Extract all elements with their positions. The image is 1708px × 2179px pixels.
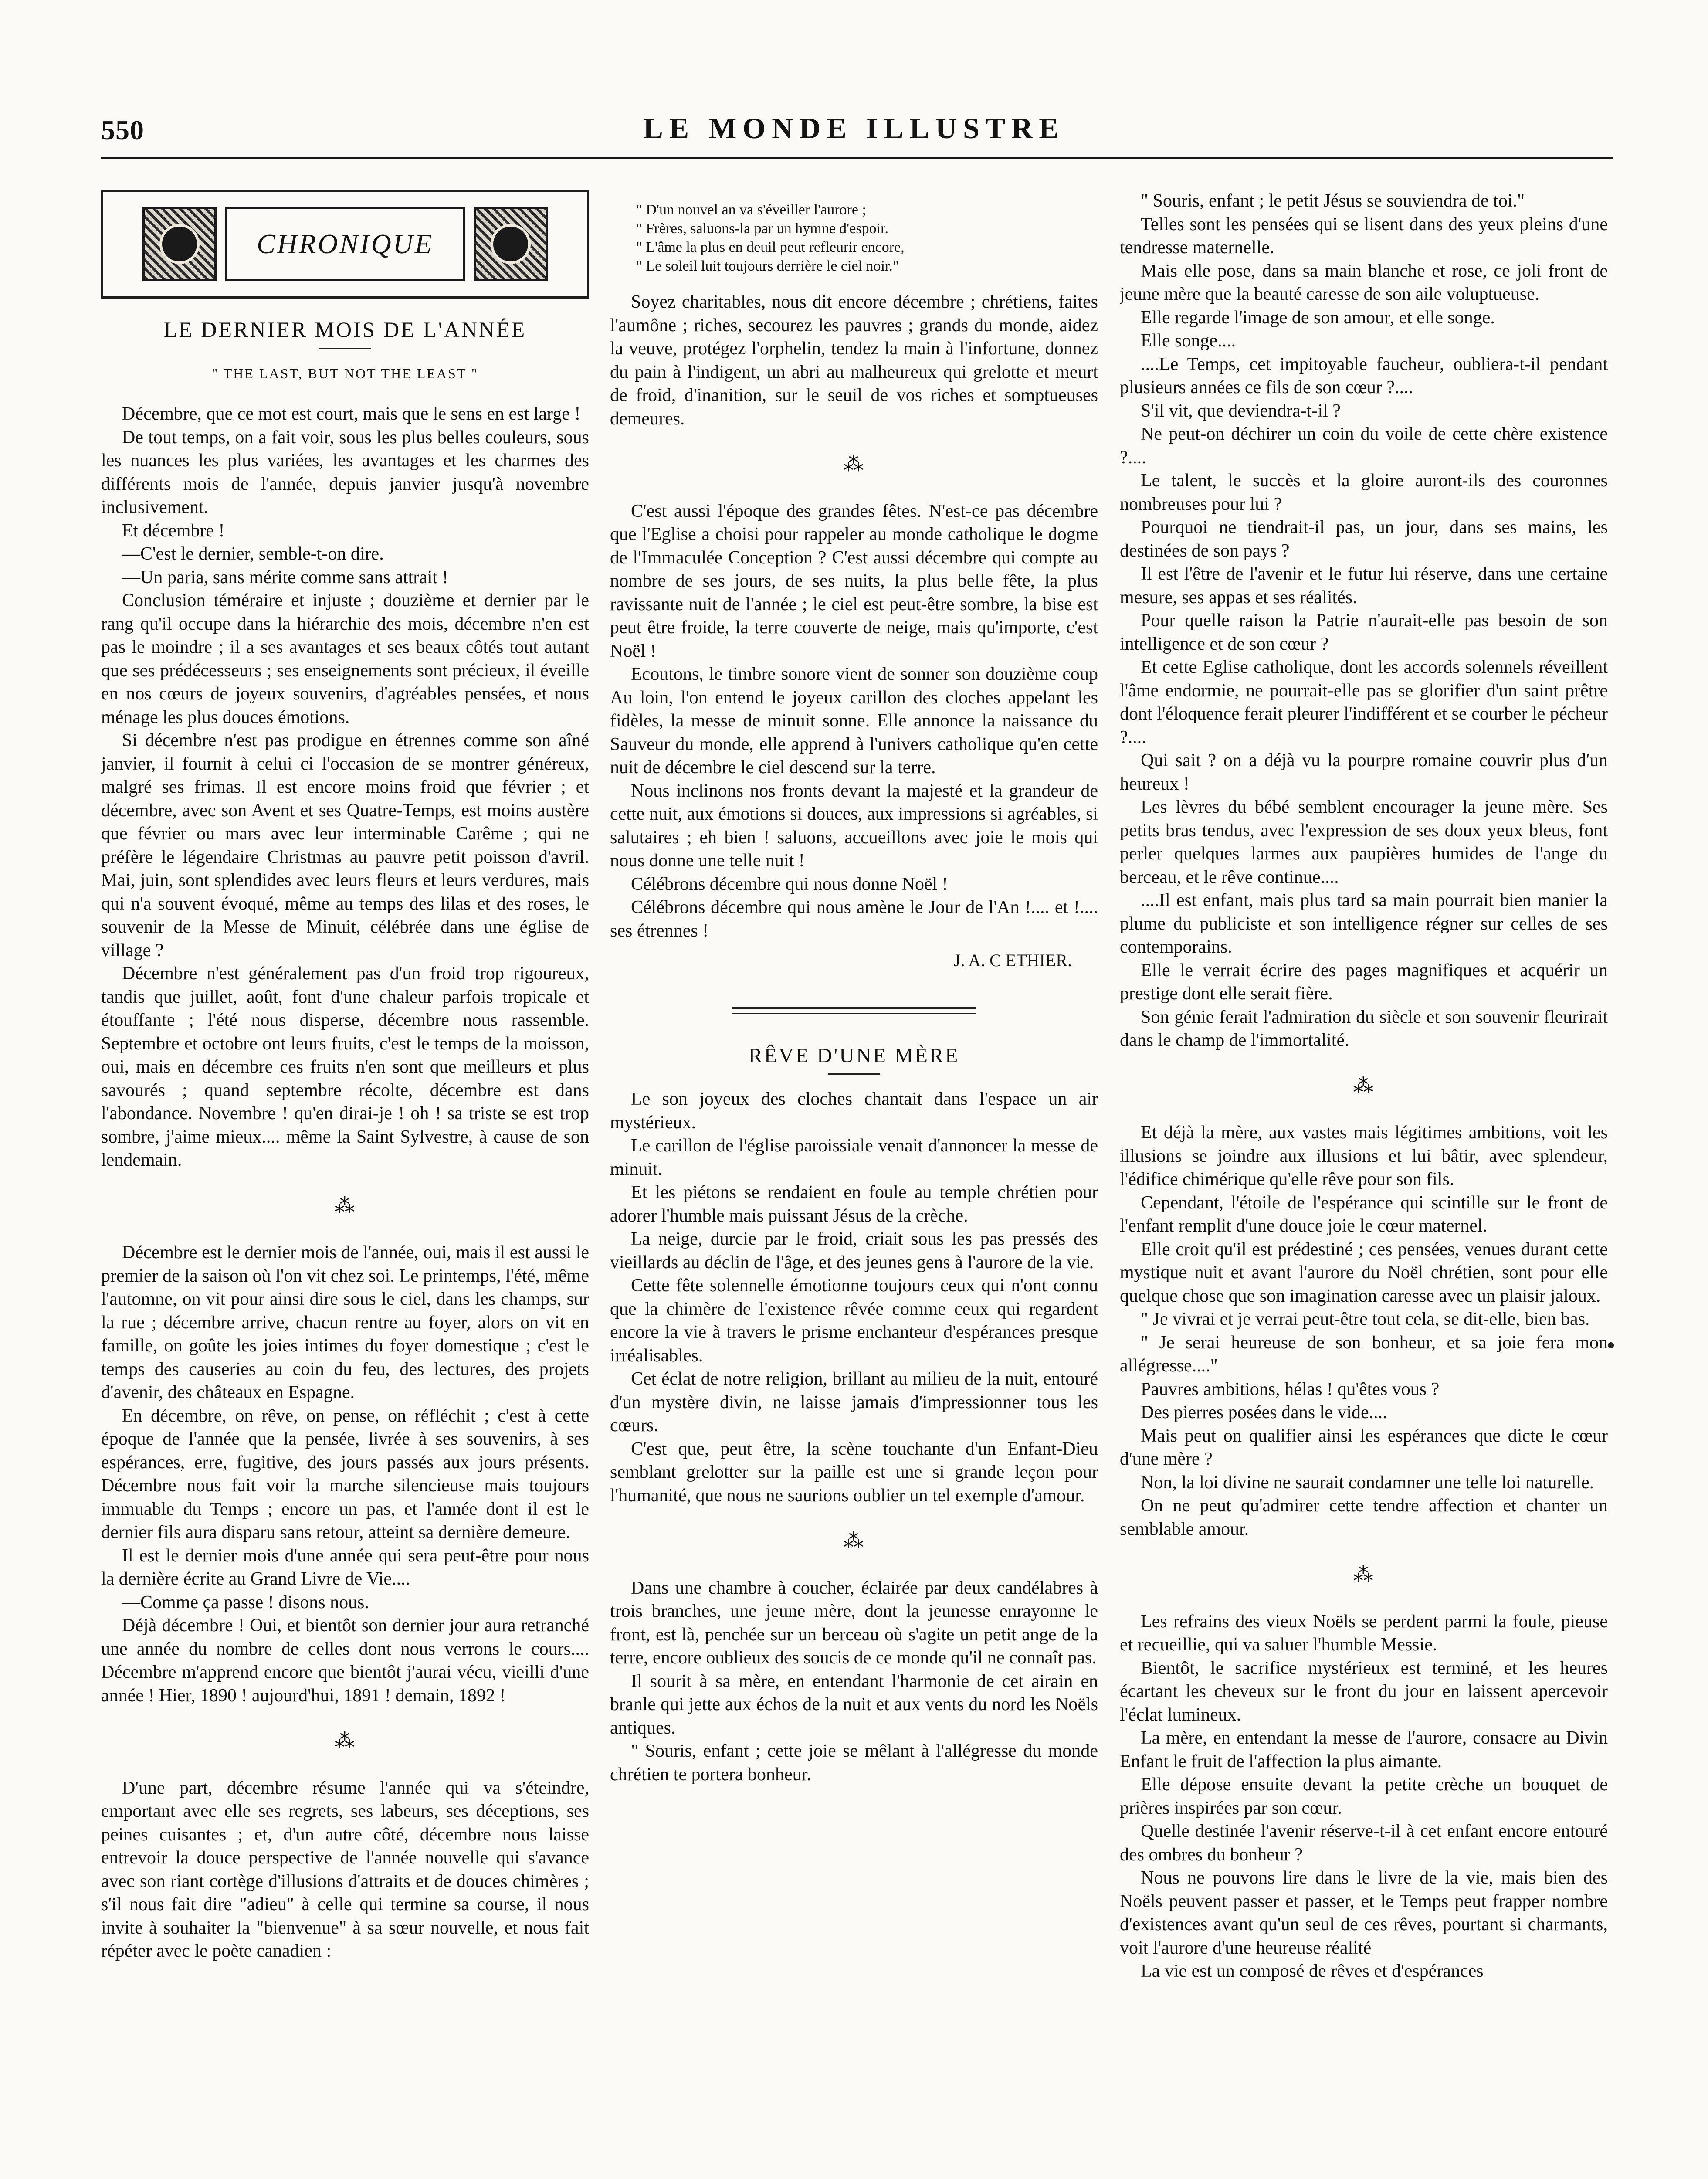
paragraph: ....Le Temps, cet impitoyable faucheur, oubliera-t-il pendant plusieurs années ce fils de son cœur ?.... [1120,354,1608,397]
chronique-paragraphs-a [101,403,589,1172]
reve-paragraphs-b [610,1577,1098,1787]
paragraph: Telles sont les pensées qui se lisent dans des yeux pleins d'une tendresse maternelle. [1120,214,1608,258]
reve-paragraphs-d [1120,1610,1608,1983]
article-title: LE DERNIER MOIS DE L'ANNÉE [163,317,527,342]
paragraph: La neige, durcie par le froid, criait sous les pas pressés des vieillards au déclin de l'âge, et des jeunes gens à l'aurore de la vie. [610,1229,1098,1273]
paragraph: Il est l'être de l'avenir et le futur lui réserve, dans une certaine mesure, ses appas et ses réalités. [1120,564,1608,608]
chronique-paragraphs-b [101,1241,589,1707]
paragraph: Nous inclinons nos fronts devant la majesté et la grandeur de cette nuit, aux émotions si douces, aux impressions si agréables, si salutaires ; eh bien ! saluons, accueillons avec joie le mois qui nous donne une telle nuit ! [610,781,1098,871]
paragraph: —Un paria, sans mérite comme sans attrait ! [122,567,448,587]
paragraph: Et décembre ! [122,520,225,541]
paragraph: Pour quelle raison la Patrie n'aurait-elle pas besoin de son intelligence et de son cœur ? [1120,611,1608,654]
chronique-banner [101,190,589,299]
paragraph: Décembre, que ce mot est court, mais que le sens en est large ! [122,404,581,424]
ornament-right-icon [474,207,548,281]
poem-line: " Le soleil luit toujours derrière le ciel noir." [636,258,899,274]
chronique-label: CHRONIQUE [225,207,465,281]
paragraph: —Comme ça passe ! disons nous. [122,1592,369,1612]
paragraph: Quelle destinée l'avenir réserve-t-il à cet enfant encore entouré des ombres du bonheur ? [1120,1821,1608,1865]
reve-paragraphs-a [610,1088,1098,1507]
paragraph: Ne peut-on déchirer un coin du voile de cette chère existence ?.... [1120,424,1608,468]
paragraph: S'il vit, que deviendra-t-il ? [1141,401,1341,421]
asterism: ⁂ [335,1194,356,1217]
reve-paragraphs-b-cont [1120,190,1608,1052]
chronique-paragraphs-e [610,500,1098,943]
chronique-paragraphs-c [101,1777,589,1963]
paragraph: Elle regarde l'image de son amour, et elle songe. [1141,307,1495,328]
signature: J. A. C ETHIER. [953,950,1072,970]
paragraph: Nous ne pouvons lire dans le livre de la vie, mais bien des Noëls peuvent passer et passer, et le Temps peut frapper nombre d'existences avant qu'un seul de ces rêves, pourtant si charmants, voit l'aurore d'une heureuse réalité [1120,1868,1608,1958]
paragraph: Ecoutons, le timbre sonore vient de sonner son douzième coup Au loin, l'on entend le joyeux carillon des cloches appelant les fidèles, la messe de minuit sonne. Elle annonce la naissance du Sauveur du monde, elle apprend à l'univers catholique qu'en cette nuit de décembre le ciel descend sur la terre. [610,664,1098,777]
margin-dot [1608,1342,1614,1348]
column-3 [1120,190,1608,2179]
paragraph: Et les piétons se rendaient en foule au temple chrétien pour adorer l'humble mais puissant Jésus de la crèche. [610,1182,1098,1226]
paragraph: Il est le dernier mois d'une année qui sera peut-être pour nous la dernière écrite au Grand Livre de Vie.... [101,1545,589,1589]
paragraph: Il sourit à sa mère, en entendant l'harmonie de cet airain en branle qui jette aux échos de la nuit et aux vents du nord les Noëls antiques. [610,1671,1098,1738]
paragraph: Pourquoi ne tiendrait-il pas, un jour, dans ses mains, les destinées de son pays ? [1120,517,1608,561]
reve-paragraphs-c [1120,1121,1608,1541]
paragraph: " Je serai heureuse de son bonheur, et sa joie fera mon allégresse...." [1120,1332,1608,1376]
paragraph: La mère, en entendant la messe de l'aurore, consacre au Divin Enfant le fruit de l'affection la plus aimante. [1120,1728,1608,1772]
page-number: 550 [101,115,144,146]
title-rule [828,1073,880,1075]
column-2 [610,190,1098,2179]
paragraph: Les refrains des vieux Noëls se perdent parmi la foule, pieuse et recueillie, qui va saluer l'humble Messie. [1120,1611,1608,1655]
paragraph: Et déjà la mère, aux vastes mais légitimes ambitions, voit les illusions se joindre aux illusions et lui bâtir, avec splendeur, l'édifice chimérique qu'elle rêve pour son fils. [1120,1123,1608,1189]
asterism: ⁂ [1353,1563,1374,1585]
paragraph: ....Il est enfant, mais plus tard sa main pourrait bien manier la plume du publiciste et son intelligence régner sur celles de ses contemporains. [1120,890,1608,957]
paragraph: Déjà décembre ! Oui, et bientôt son dernier jour aura retranché une année du nombre de celles dont nous verrons le cours.... Décembre m'apprend encore que bientôt j'aurai vécu, vieilli d'une année ! Hier, 1890 ! aujourd'hui, 1891 ! demain, 1892 ! [101,1616,589,1706]
paragraph: Mais elle pose, dans sa main blanche et rose, ce joli front de jeune mère que la beauté caresse de son aile voluptueuse. [1120,261,1608,304]
paragraph: Cet éclat de notre religion, brillant au milieu de la nuit, entouré d'un mystère divin, ne laisse jamais d'impressionner tous les cœurs. [610,1369,1098,1436]
header-rule [101,157,1613,159]
paragraph: D'une part, décembre résume l'année qui va s'éteindre, emportant avec elle ses regrets, ses labeurs, ses déceptions, ses peines cuisantes ; et, d'un autre côté, décembre nous laisse entrevoir la douce perspective de l'année nouvelle qui s'avance avec son riant cortège d'illusions d'attraits et de douces chimères ; s'il nous fait dire "adieu" à celle qui termine sa course, il nous invite à souhaiter la "bienvenue" à sa sœur nouvelle, et nous fait répéter avec le poète canadien : [101,1778,589,1961]
paragraph: " Je vivrai et je verrai peut-être tout cela, se dit-elle, bien bas. [1141,1309,1590,1329]
paragraph: —C'est le dernier, semble-t-on dire. [122,544,384,564]
asterism: ⁂ [844,1530,864,1552]
paragraph: Décembre n'est généralement pas d'un froid trop rigoureux, tandis que juillet, août, font d'une chaleur parfois tropicale et étouffante ; l'été nous disperse, décembre nous rassemble. Septembre et octobre ont leurs fruits, c'est le temps de la moisson, oui, mais en décembre ces fruits n'en sont que meilleurs et plus savourés ; quand septembre récolte, décembre est dans l'abondance. Novembre ! qu'en dirai-je ! oh ! sa triste se est trop sombre, j'aime mieux.... même la Saint Sylvestre, à cause de son lendemain. [101,964,589,1170]
paragraph: Elle songe.... [1141,331,1236,351]
paragraph: Bientôt, le sacrifice mystérieux est terminé, et les heures écartant les cheveux sur le front du jour en laissent apercevoir l'éclat lumineux. [1120,1658,1608,1725]
paragraph: De tout temps, on a fait voir, sous les plus belles couleurs, sous les nuances les plus variées, les avantages et les charmes des différents mois de l'année, depuis janvier jusqu'à novembre inclusivement. [101,427,589,517]
paragraph: Dans une chambre à coucher, éclairée par deux candélabres à trois branches, une jeune mère, dont la jeunesse enrayonne le front, est là, penchée sur un berceau où s'agite un petit ange de la terre, encore oublieux des soucis de ce monde qu'il ne connaît pas. [610,1578,1098,1668]
paragraph: On ne peut qu'admirer cette tendre affection et chanter un semblable amour. [1120,1496,1608,1539]
paragraph: Soyez charitables, nous dit encore décembre ; chrétiens, faites l'aumône ; riches, secourez les pauvres ; grands du monde, aidez la veuve, protégez l'orphelin, tendez la main à l'infortune, donnez du pain à l'indigent, un abri au malheureux qui grelotte et meurt de froid, d'inanition, sur le seuil de vos riches et somptueuses demeures. [610,292,1098,429]
paragraph: Et cette Eglise catholique, dont les accords solennels réveillent l'âme endormie, ne pourrait-elle pas se glorifier d'un saint prêtre dont l'éloquence ferait pleurer l'indifférent et se courber le pécheur ?.... [1120,657,1608,747]
paragraph: Si décembre n'est pas prodigue en étrennes comme son aîné janvier, il fournit à celui ci l'occasion de se montrer généreux, malgré ses frimas. Il est encore moins froid que février ; et décembre, avec son Avent et ses Quatre-Temps, est moins austère que février ou mars avec leur interminable Carême ; qui ne préfère le légendaire Christmas au pauvre petit poisson d'avril. Mai, juin, sont splendides avec leurs fleurs et leurs verdures, mais qui n'a souvent évoqué, même au temps des lilas et des roses, le souvenir de la Messe de Minuit, célébrée dans une église de village ? [101,730,589,961]
epigraph: " THE LAST, BUT NOT THE LEAST " [212,365,478,381]
paragraph: Son génie ferait l'admiration du siècle et son souvenir fleurirait dans le champ de l'immortalité. [1120,1007,1608,1050]
asterism: ⁂ [1353,1074,1374,1097]
poem-line: " Frères, saluons-la par un hymne d'espoir. [636,221,888,237]
paragraph: Le son joyeux des cloches chantait dans l'espace un air mystérieux. [610,1089,1098,1133]
paragraph: La vie est un composé de rêves et d'espérances [1141,1961,1484,1981]
paragraph: Décembre est le dernier mois de l'année, oui, mais il est aussi le premier de la saison où l'on vit chez soi. Le printemps, l'été, même l'automne, on vit pour ainsi dire sous le ciel, dans les champs, sur la rue ; décembre arrive, chacun rentre au foyer, alors on vit en famille, on goûte les joies intimes du foyer domestique ; c'est le temps des causeries au coin du feu, des lectures, des projets d'avenir, des châteaux en Espagne. [101,1242,589,1402]
paragraph: En décembre, on rêve, on pense, on réfléchit ; c'est à cette époque de l'année que la pensée, livrée à ses souvenirs, à ses espérances, erre, fugitive, des jours passés aux jours présents. Décembre nous fait voir la marche silencieuse mais toujours immuable du Temps ; encore un pas, et l'année dont il est le dernier fils aura disparu sans retour, atteint sa dernière demeure. [101,1405,589,1542]
paragraph: " Souris, enfant ; le petit Jésus se souviendra de toi." [1141,191,1525,211]
paragraph: Pauvres ambitions, hélas ! qu'êtes vous ? [1141,1379,1440,1399]
journal-title: LE MONDE ILLUSTRE [643,112,1065,145]
paragraph: Elle dépose ensuite devant la petite crèche un bouquet de prières inspirées par son cœur. [1120,1775,1608,1818]
paragraph: C'est que, peut être, la scène touchante d'un Enfant-Dieu semblant grelotter sur la paille est une si grande leçon pour l'humanité, que nous ne saurions oublier un tel exemple d'amour. [610,1439,1098,1506]
paragraph: " Souris, enfant ; cette joie se mêlant à l'allégresse du monde chrétien te portera bonheur. [610,1741,1098,1785]
paragraph: C'est aussi l'époque des grandes fêtes. N'est-ce pas décembre que l'Eglise a choisi pour rappeler au monde catholique le dogme de l'Immaculée Conception ? C'est aussi décembre qui compte au nombre de ses jours, de ses nuits, la plus belle fête, la plus ravissante nuit de l'année ; le ciel est peut-être sombre, la bise est peut être froide, la terre couverte de neige, mais qu'importe, c'est Noël ! [610,501,1098,661]
title-rule [319,348,371,349]
paragraph: Cette fête solennelle émotionne toujours ceux qui n'ont connu que la chimère de l'existence rêvée comme ceux qui regardent encore la vie à travers le prisme enchanteur d'espérances presque irréalisables. [610,1276,1098,1366]
asterism: ⁂ [335,1730,356,1752]
paragraph: Elle croit qu'il est prédestiné ; ces pensées, venues durant cette mystique nuit et avant l'aurore du Noël chrétien, sont pour elle quelque chose que son imagination caresse avec un plaisir jaloux. [1120,1239,1608,1306]
reve-title: RÊVE D'UNE MÈRE [748,1044,960,1067]
paragraph: Célébrons décembre qui nous donne Noël ! [631,874,948,894]
asterism: ⁂ [844,453,864,475]
paragraph: Conclusion téméraire et injuste ; douzième et dernier par le rang qu'il occupe dans la hiérarchie des mois, décembre n'en est pas le moindre ; il a ses avantages et ses beaux côtés tout autant que ses prédécesseurs ; ses enseignements sont précieux, il éveille en nos cœurs de joyeux souvenirs, d'agréables pensées, et nous ménage les plus douces émotions. [101,591,589,727]
section-divider [732,1007,976,1014]
poem-line: " D'un nouvel an va s'éveiller l'aurore ; [636,202,866,218]
column-1 [101,190,589,2179]
paragraph: Elle le verrait écrire des pages magnifiques et acquérir un prestige dont elle serait fière. [1120,960,1608,1004]
chronique-paragraphs-d [610,291,1098,431]
paragraph: Le talent, le succès et la gloire auront-ils des couronnes nombreuses pour lui ? [1120,471,1608,514]
ornament-left-icon [142,207,217,281]
paragraph: Cependant, l'étoile de l'espérance qui scintille sur le front de l'enfant remplit d'une douce joie le cœur maternel. [1120,1192,1608,1236]
paragraph: Non, la loi divine ne saurait condamner une telle loi naturelle. [1141,1472,1594,1493]
paragraph: Qui sait ? on a déjà vu la pourpre romaine couvrir plus d'un heureux ! [1120,750,1608,794]
poem-line: " L'âme la plus en deuil peut refleurir encore, [636,239,905,255]
poem [636,200,1098,275]
paragraph: Des pierres posées dans le vide.... [1141,1402,1387,1422]
paragraph: Mais peut on qualifier ainsi les espérances que dicte le cœur d'une mère ? [1120,1426,1608,1469]
paragraph: Célébrons décembre qui nous amène le Jour de l'An !.... et !.... ses étrennes ! [610,897,1098,941]
paragraph: Les lèvres du bébé semblent encourager la jeune mère. Ses petits bras tendus, avec l'expression de ses doux yeux bleus, font perler quelques larmes aux paupières humides de l'ange du berceau, et le rêve continue.... [1120,797,1608,887]
paragraph: Le carillon de l'église paroissiale venait d'annoncer la messe de minuit. [610,1136,1098,1179]
